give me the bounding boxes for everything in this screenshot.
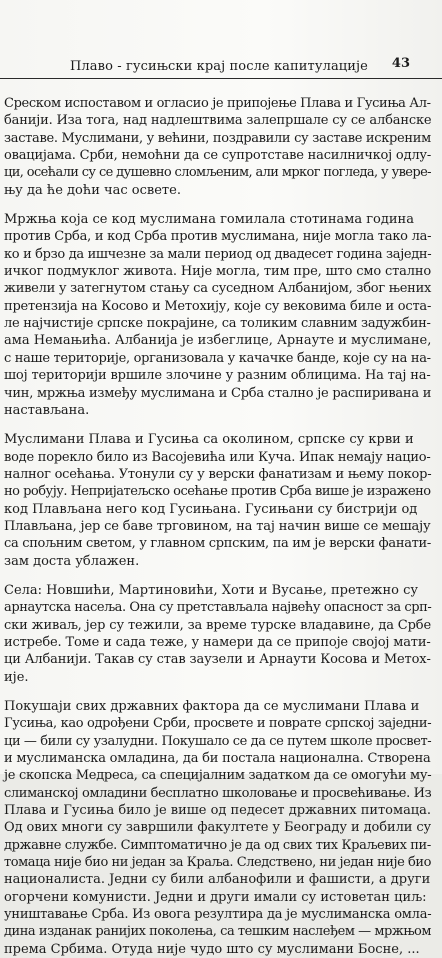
text-line: чин, мржња између муслимана и Срба стално је распиривана и: [4, 385, 432, 401]
text-line: ле најчистије српске покрајине, са толиким славним задужбин-: [4, 316, 431, 332]
text-line: Покушаји свих државних фактора да се муслимани Плава и: [4, 699, 420, 714]
text-line: ама Немањића. Албанија је избеглице, Арнауте и муслимане,: [4, 333, 432, 349]
text-line: дина изданак ранијих поколења, са тешким наслеђем — мржњом: [4, 924, 432, 940]
text-line: шој територији вршиле злочине у разним облицима. На тај на-: [4, 368, 431, 384]
text-line: ци Албанији. Такав су став заузели и Арнаути Косова и Метох-: [4, 652, 431, 668]
text-line: ко и брзо да ишчезне за мали период од двадесет година заједн-: [4, 246, 432, 262]
text-line: томаца није био ни један за Краља. Следствено, ни један није био: [4, 855, 431, 871]
text-line: с наше територије, организовала у качачке банде, које су на на-: [4, 350, 431, 366]
text-line: према Србима. Отуда није чудо што су муслимани Босне, ...: [4, 941, 420, 957]
text-line: ци — били су узалудни. Покушало се да се путем школе просвет-: [4, 733, 432, 749]
text-line: заставе. Муслимани, у већини, поздравили су заставе искреним: [4, 130, 431, 146]
text-line: настављана.: [4, 402, 90, 418]
running-title: Плаво - гусињски крај после капитулације: [70, 59, 368, 74]
text-line: банији. Иза тога, над надлештвима залепршале су се албанске: [4, 113, 432, 129]
text-line: Мржња која се код муслимана гомилала стотинама година: [4, 212, 414, 228]
text-line: Од ових многи су завршили факултете у Београду и добили су: [4, 820, 432, 836]
text-line: огорчени комунисти. Једни и други имали су истоветан циљ:: [4, 889, 427, 905]
page-header: [0, 56, 442, 79]
text-line: воде порекло било из Васојевића или Куча. Ипак немају нацио-: [4, 449, 431, 465]
page-number: 43: [391, 56, 410, 71]
paragraph: [4, 211, 431, 419]
text-line: истребе. Томе и сада теже, у намери да се припоје својој мати-: [4, 634, 431, 650]
text-line: ичког подмуклог живота. Није могла, тим пре, што смо стално: [4, 264, 432, 280]
text-line: арнаутска насеља. Она су претстављала највећу опасност за срп-: [4, 600, 432, 616]
paragraph: [4, 431, 431, 570]
paragraph: [4, 582, 431, 686]
text-line: је скопска Медреса, са специјалним задатком да се омогући му-: [4, 768, 432, 784]
text-line: уништавање Срба. Из овога резултира да је муслиманска омла-: [4, 907, 432, 923]
paragraph: [4, 698, 431, 958]
text-line: налног осећања. Утонули су у верски фанатизам и њему покор-: [4, 466, 432, 482]
text-line: ци, осећали су се душевно сломљеним, али мрког погледа, у увере-: [4, 165, 431, 181]
text-line: Плава и Гусиња било је више од педесет државних питомаца.: [4, 803, 431, 819]
text-line: њу да ће доћи час освете.: [4, 182, 181, 198]
text-line: Среском испоставом и огласио је припојење Плава и Гусиња Ал-: [4, 96, 431, 111]
text-line: ије.: [4, 669, 29, 685]
text-line: код Плављана него код Гусињана. Гусињани су бистрији од: [4, 501, 418, 517]
text-line: националиста. Једни су били албанофили и фашисти, а други: [4, 872, 431, 888]
text-line: зам доста ублажен.: [4, 553, 140, 569]
text-line: Плављана, јер се баве трговином, на тај начин више се мешају: [4, 518, 431, 534]
text-line: Села: Новшићи, Мартиновићи, Хоти и Вусање, претежно су: [4, 582, 419, 598]
text-line: са спољним светом, у главном српским, па им је верски фанати-: [4, 536, 431, 552]
text-line: Гусиња, као одрођени Срби, просвете и поврате српској заједни-: [4, 716, 432, 732]
text-line: претензија на Косово и Метохију, које су вековима биле и оста-: [4, 298, 432, 314]
text-line: државне службе. Симптоматично је да од свих тих Краљевих пи-: [4, 837, 431, 853]
text-line: ски живаљ, јер су тежили, за време турске владавине, да Србе: [4, 617, 432, 633]
paragraph: [4, 95, 431, 199]
text-line: живели у затегнутом стању са суседном Албанијом, због њених: [4, 281, 432, 297]
text-line: но робују. Непријатељско осећање против Срба више је изражено: [4, 484, 431, 500]
text-line: слиманској омладини бесплатно школовање и просвећивање. Из: [4, 785, 432, 801]
text-line: Муслимани Плава и Гусиња са околином, српске су крви и: [4, 432, 414, 448]
text-line: и муслиманска омладина, да би постала национална. Створена: [4, 751, 431, 767]
body-text: [4, 95, 431, 958]
text-line: против Срба, и код Срба против муслимана, није могла тако ла-: [4, 229, 432, 245]
text-line: овацијама. Срби, немоћни да се супротставе насилничкој одлу-: [4, 148, 432, 164]
